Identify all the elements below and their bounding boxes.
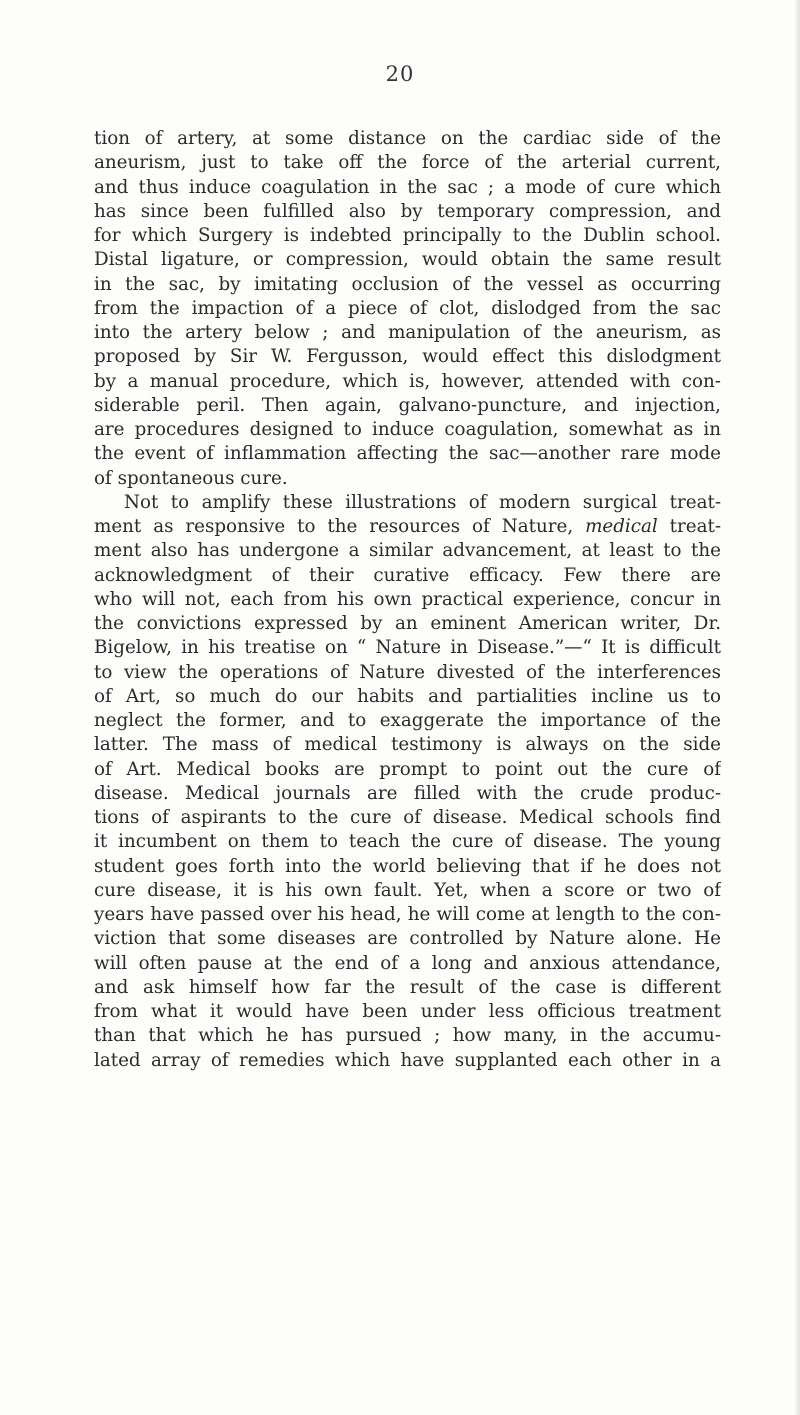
text-line: cure disease, it is his own fault. Yet, when a score or two of xyxy=(94,879,721,901)
text-span: treat- xyxy=(657,516,721,537)
italic-emphasis: medical xyxy=(585,516,658,537)
text-line: lated array of remedies which have supplanted each other in a xyxy=(94,1049,721,1071)
text-line: latter. The mass of medical testimony is always on the side xyxy=(94,734,721,756)
text-line: acknowledgment of their curative efficacy. Few there are xyxy=(94,564,721,586)
text-line: from the impaction of a piece of clot, dislodged from the sac xyxy=(94,297,721,319)
text-line: siderable peril. Then again, galvano-puncture, and injection, xyxy=(94,394,721,416)
text-line: tion of artery, at some distance on the cardiac side of the xyxy=(94,128,721,149)
text-line: and thus induce coagulation in the sac ; a mode of cure which xyxy=(94,176,721,198)
text-line: will often pause at the end of a long and anxious attendance, xyxy=(94,952,721,974)
text-line: into the artery below ; and manipulation of the aneurism, as xyxy=(94,322,721,343)
text-line: proposed by Sir W. Fergusson, would effect this dislodgment xyxy=(94,346,721,368)
text-line: student goes forth into the world believing that if he does not xyxy=(94,855,721,877)
text-line: who will not, each from his own practical experience, concur in xyxy=(94,588,721,610)
paragraph-end-line: of spontaneous cure. xyxy=(94,467,288,489)
text-line: of Art, so much do our habits and partialities incline us to xyxy=(94,685,721,707)
page-number: 20 xyxy=(385,62,415,86)
text-line: in the sac, by imitating occlusion of the vessel as occurring xyxy=(94,273,721,295)
text-line: and ask himself how far the result of the case is different xyxy=(94,976,721,998)
text-line: has since been fulfilled also by temporary compression, and xyxy=(94,200,721,222)
body-text xyxy=(94,127,721,1073)
text-line: years have passed over his head, he will come at length to the con- xyxy=(94,904,721,925)
text-span: ment as responsive to the resources of Nature, xyxy=(94,516,586,537)
text-line: aneurism, just to take off the force of the arterial current, xyxy=(94,152,721,174)
text-line: it incumbent on them to teach the cure of disease. The young xyxy=(94,831,721,853)
text-line: the convictions expressed by an eminent American writer, Dr. xyxy=(94,613,721,634)
text-line: are procedures designed to induce coagulation, somewhat as in xyxy=(94,419,721,440)
text-line: disease. Medical journals are filled with the crude produc- xyxy=(94,782,721,804)
text-line: the event of inflammation affecting the sac—another rare mode xyxy=(94,443,721,465)
text-line: Distal ligature, or compression, would obtain the same result xyxy=(94,249,721,271)
text-line: viction that some diseases are controlled by Nature alone. He xyxy=(94,928,721,950)
text-line: by a manual procedure, which is, however, attended with con- xyxy=(94,370,721,392)
text-line: to view the operations of Nature divested of the interferences xyxy=(94,661,721,683)
paragraph-start-line: Not to amplify these illustrations of modern surgical treat- xyxy=(124,491,721,513)
text-line: of Art. Medical books are prompt to point out the cure of xyxy=(94,758,721,780)
text-line: tions of aspirants to the cure of disease. Medical schools find xyxy=(94,807,721,828)
text-line: than that which he has pursued ; how many, in the accumu- xyxy=(94,1025,721,1047)
text-line-with-italic xyxy=(94,515,721,539)
text-line: from what it would have been under less officious treatment xyxy=(94,1001,721,1022)
text-line: ment also has undergone a similar advancement, at least to the xyxy=(94,540,721,562)
text-line: neglect the former, and to exaggerate the importance of the xyxy=(94,710,721,731)
text-line: Bigelow, in his treatise on “ Nature in Disease.”—“ It is difficult xyxy=(94,637,721,659)
text-line: for which Surgery is indebted principally to the Dublin school. xyxy=(94,225,721,246)
page-edge-shadow xyxy=(794,0,800,1415)
